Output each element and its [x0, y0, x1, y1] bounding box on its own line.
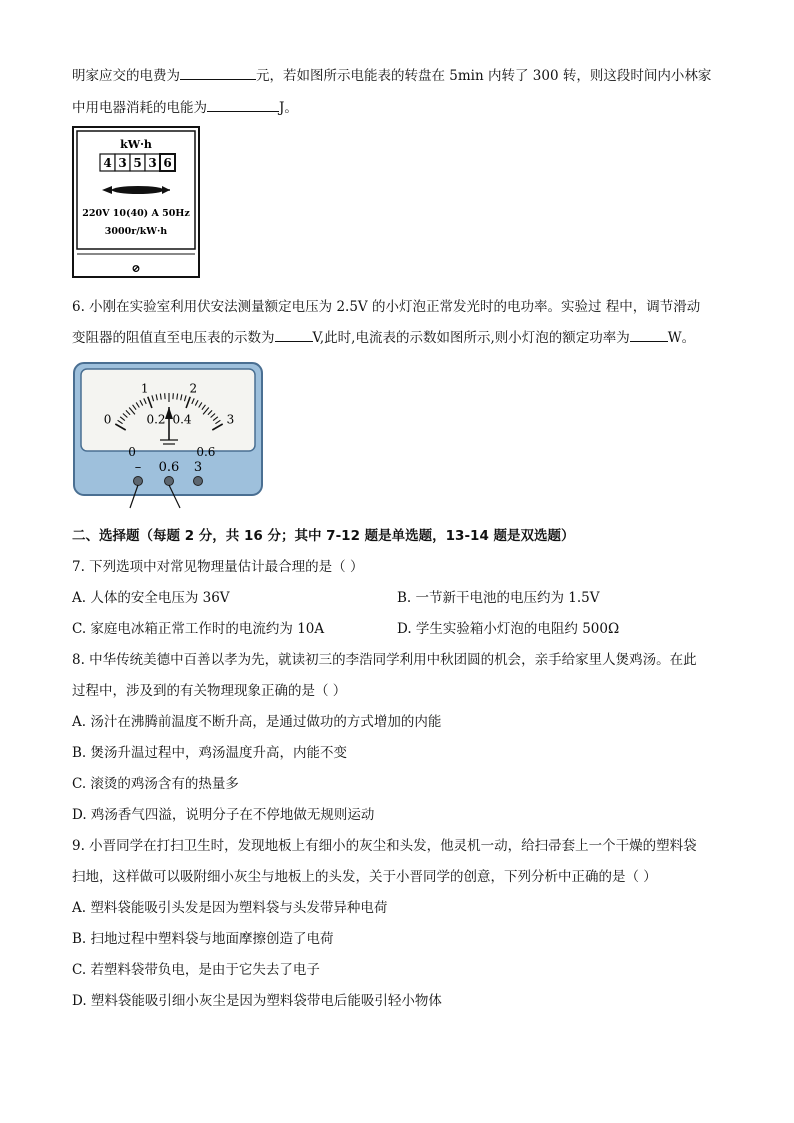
q7-option-b[interactable]: B. 一节新干电池的电压约为 1.5V	[397, 590, 600, 606]
q8-stem-line-1: 8. 中华传统美德中百善以孝为先，就读初三的李浩同学利用中秋团圆的机会，亲手给家里人煲鸡汤。在此	[72, 652, 697, 668]
terminal-post	[165, 477, 174, 486]
scale-label-lower: 0.4	[172, 412, 192, 427]
q8-stem-line-2: 过程中，涉及到的有关物理现象正确的是（ ）	[72, 683, 347, 699]
q9-option-a[interactable]: A. 塑料袋能吸引头发是因为塑料袋与头发带异种电荷	[72, 900, 388, 916]
answer-blank[interactable]	[630, 328, 668, 342]
answer-blank[interactable]	[207, 98, 279, 112]
q5-text-a: 明家应交的电费为	[72, 68, 180, 84]
q9-option-c[interactable]: C. 若塑料袋带负电，是由于它失去了电子	[72, 962, 320, 978]
terminal-label: 0.6	[158, 460, 180, 475]
scale-label-upper: 0	[103, 412, 112, 427]
meter-rate: 3000r/kW·h	[104, 226, 168, 237]
section-heading: 二、选择题（每题 2 分，共 16 分；其中 7-12 题是单选题，13-14 题是双选题）	[72, 528, 575, 544]
q5-line-1	[72, 66, 711, 85]
terminal-label: –	[134, 460, 142, 475]
q6-line-1	[72, 298, 700, 316]
meter-digit: 4	[103, 156, 112, 170]
q7-stem: 7. 下列选项中对常见物理量估计最合理的是（ ）	[72, 559, 364, 575]
meter-digit: 3	[118, 156, 127, 170]
q5-text-b: 元，若如图所示电能表的转盘在 5min 内转了 300 转，则这段时间内小林家	[256, 68, 712, 84]
meter-digit-decimal: 6	[163, 156, 172, 170]
meter-screw-icon: ⊘	[131, 262, 141, 275]
q5-text-c: 中用电器消耗的电能为	[72, 100, 207, 116]
q9-option-b[interactable]: B. 扫地过程中塑料袋与地面摩擦创造了电荷	[72, 931, 334, 947]
answer-blank[interactable]	[275, 328, 313, 342]
terminal-label: 3	[193, 460, 203, 475]
q6-stem: 6. 小刚在实验室利用伏安法测量额定电压为 2.5V 的小灯泡正常发光时的电功率。实验过 程中，调节滑动	[72, 299, 701, 315]
q6-line-2	[72, 328, 695, 347]
q9-stem-line-2: 扫地，这样做可以吸附细小灰尘与地板上的头发，关于小晋同学的创意，下列分析中正确的是（ ）	[72, 869, 657, 885]
scale-label-upper: 1	[140, 381, 149, 396]
terminal-post	[134, 477, 143, 486]
scale-label-upper: 2	[189, 381, 198, 396]
q9-option-d[interactable]: D. 塑料袋能吸引细小灰尘是因为塑料袋带电后能吸引轻小物体	[72, 993, 442, 1009]
q8-option-b[interactable]: B. 煲汤升温过程中，鸡汤温度升高，内能不变	[72, 745, 348, 761]
meter-spec: 220V 10(40) A 50Hz	[82, 208, 190, 219]
q7-option-d[interactable]: D. 学生实验箱小灯泡的电阻约 500Ω	[397, 621, 620, 637]
q6-text-c: W。	[667, 330, 696, 346]
q8-option-d[interactable]: D. 鸡汤香气四溢，说明分子在不停地做无规则运动	[72, 807, 375, 823]
scale-label-upper: 3	[226, 412, 235, 427]
q7-option-c[interactable]: C. 家庭电冰箱正常工作时的电流约为 10A	[72, 621, 325, 637]
q5-line-2	[72, 98, 298, 117]
meter-digit-box	[100, 154, 175, 171]
q8-option-c[interactable]: C. 滚烫的鸡汤含有的热量多	[72, 776, 239, 792]
answer-blank[interactable]	[180, 66, 256, 80]
q5-text-d: J。	[279, 100, 298, 116]
meter-unit: kW·h	[120, 138, 152, 151]
scale-label-lower: 0	[128, 445, 136, 459]
q6-text-b: V,此时,电流表的示数如图所示,则小灯泡的额定功率为	[312, 330, 630, 346]
q8-option-a[interactable]: A. 汤汁在沸腾前温度不断升高，是通过做功的方式增加的内能	[72, 714, 442, 730]
scale-label-lower: 0.2	[146, 412, 166, 427]
meter-digit: 3	[148, 156, 157, 170]
terminal-post	[194, 477, 203, 486]
q9-stem-line-1: 9. 小晋同学在打扫卫生时，发现地板上有细小的灰尘和头发，他灵机一动，给扫帚套上一个干燥的塑料袋	[72, 838, 697, 854]
ammeter-figure	[72, 360, 266, 510]
q6-text-a: 变阻器的阻值直至电压表的示数为	[72, 330, 275, 346]
scale-label-lower: 0.6	[196, 445, 216, 459]
electricity-meter-figure	[72, 126, 202, 282]
meter-digit: 5	[133, 156, 142, 170]
q7-option-a[interactable]: A. 人体的安全电压为 36V	[72, 590, 230, 606]
